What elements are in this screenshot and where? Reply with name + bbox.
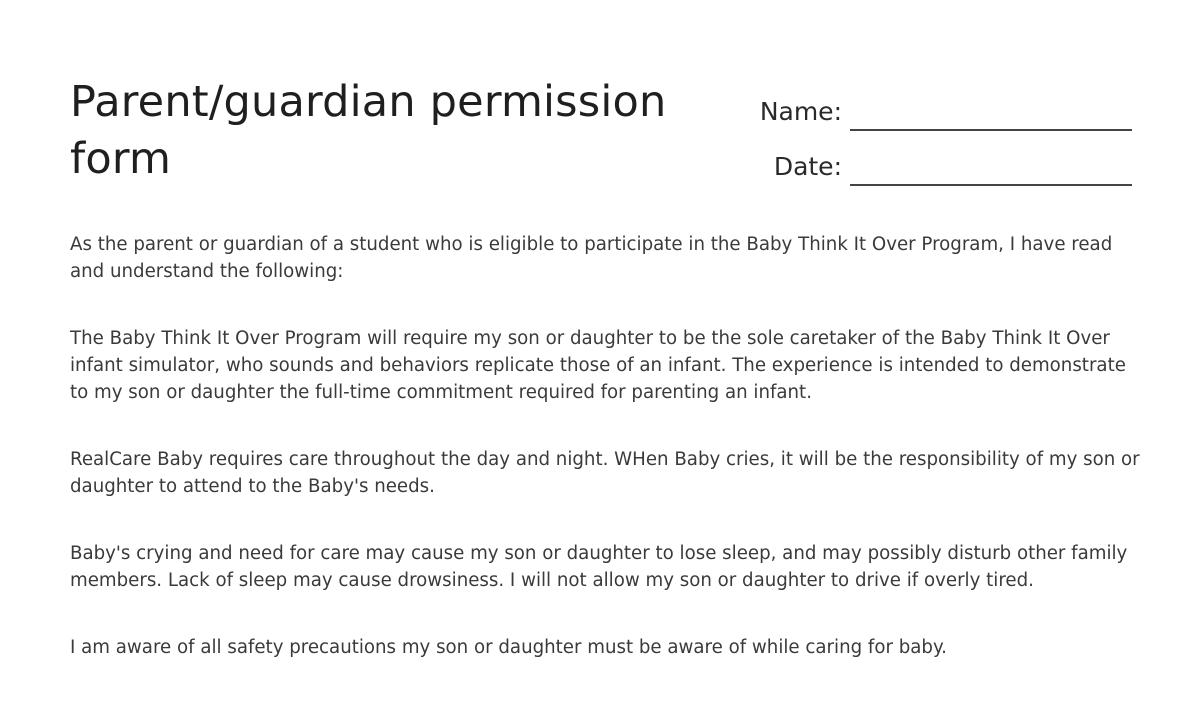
name-field[interactable] [850,101,1132,131]
sleep-warning-paragraph: Baby's crying and need for care may cause my son or daughter to lose sleep, and may possibly disturb other family members. Lack of sleep may cause drowsiness. I will not allow my son or daughter to drive if overly tired. [70,543,1128,591]
name-label: Name: [759,97,842,126]
safety-paragraph: I am aware of all safety precautions my son or daughter must be aware of while caring for baby. [70,637,947,658]
name-field-row [740,76,1132,131]
date-label: Date: [773,152,842,181]
date-field[interactable] [850,156,1132,186]
date-field-row [740,131,1132,186]
intro-paragraph: As the parent or guardian of a student who is eligible to participate in the Baby Think It Over Program, I have read and understand the following: [70,234,1113,282]
page-title: Parent/guardian permission form [70,77,667,184]
program-description-paragraph: The Baby Think It Over Program will require my son or daughter to be the sole caretaker of the Baby Think It Over infant simulator, who sounds and behaviors replicate those of an infant. The experience is intended to demonstrate to my son or daughter the full-time commitment required for parenting an infant. [70,328,1126,403]
signature-fields [740,76,1132,186]
care-requirement-paragraph: RealCare Baby requires care throughout the day and night. WHen Baby cries, it will be the responsibility of my son or daughter to attend to the Baby's needs. [70,449,1140,497]
form-body [70,231,1140,701]
